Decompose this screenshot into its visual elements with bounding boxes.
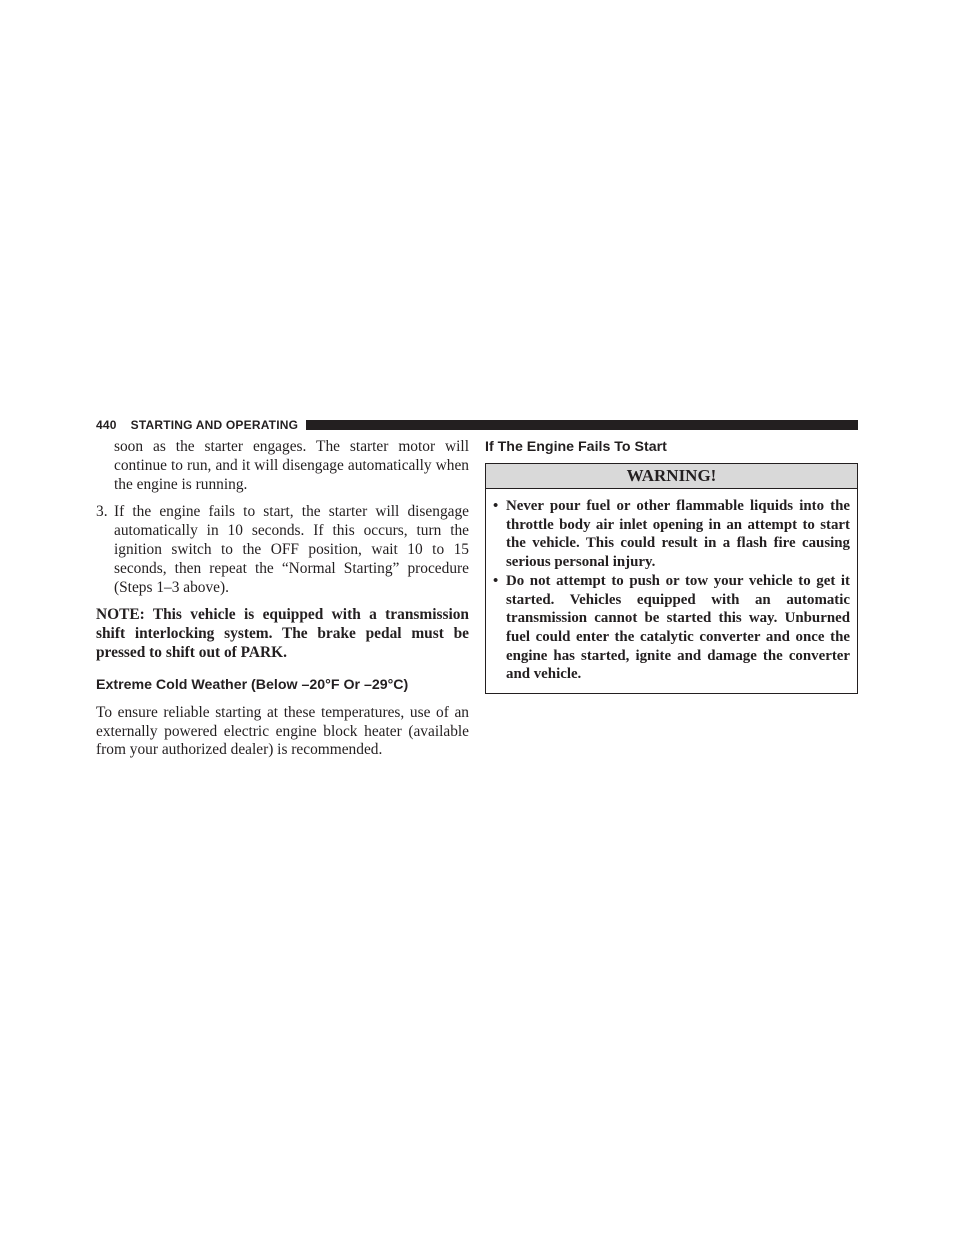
step-text: If the engine fails to start, the starter will disengage automatically in 10 seconds. If this occurs, turn the ignition switch to the OFF position, wait 10 to 15 seconds, then repeat the “Normal Starting” procedure (Steps 1–3 above).	[114, 503, 469, 596]
header-rule-bar	[306, 420, 858, 430]
step-3	[96, 503, 469, 597]
section-title: STARTING AND OPERATING	[130, 418, 299, 432]
page-number: 440	[96, 418, 117, 432]
cold-weather-paragraph: To ensure reliable starting at these temperatures, use of an externally powered electric engine block heater (available from your authorized dealer) is recommended.	[96, 703, 469, 759]
engine-fails-heading: If The Engine Fails To Start	[485, 439, 667, 455]
bullet-icon: •	[493, 572, 499, 589]
warning-box	[485, 463, 858, 694]
warning-list	[486, 489, 857, 693]
bullet-icon: •	[493, 498, 499, 514]
right-column	[485, 438, 858, 694]
page-header	[96, 417, 858, 433]
left-column	[96, 438, 469, 760]
cold-weather-heading: Extreme Cold Weather (Below –20°F Or –29°C)	[96, 676, 409, 693]
warning-item	[493, 572, 850, 684]
warning-title: WARNING!	[486, 464, 857, 489]
warning-item-text: Never pour fuel or other flammable liquids into the throttle body air inlet opening in an attempt to start the vehicle. This could result in a flash fire causing serious personal injury.	[506, 498, 850, 571]
step-number: 3.	[96, 503, 108, 521]
warning-item	[493, 497, 850, 572]
warning-item-text: Do not attempt to push or tow your vehicle to get it started. Vehicles equipped with an automatic transmission cannot be started this way. Unburned fuel could enter the catalytic converter and once the engine has started, ignite and damage the converter and vehicle.	[506, 572, 850, 683]
continued-paragraph: soon as the starter engages. The starter motor will continue to run, and it will disengage automatically when the engine is running.	[114, 438, 469, 493]
transmission-note: NOTE: This vehicle is equipped with a transmission shift interlocking system. The brake pedal must be pressed to shift out of PARK.	[96, 606, 469, 661]
